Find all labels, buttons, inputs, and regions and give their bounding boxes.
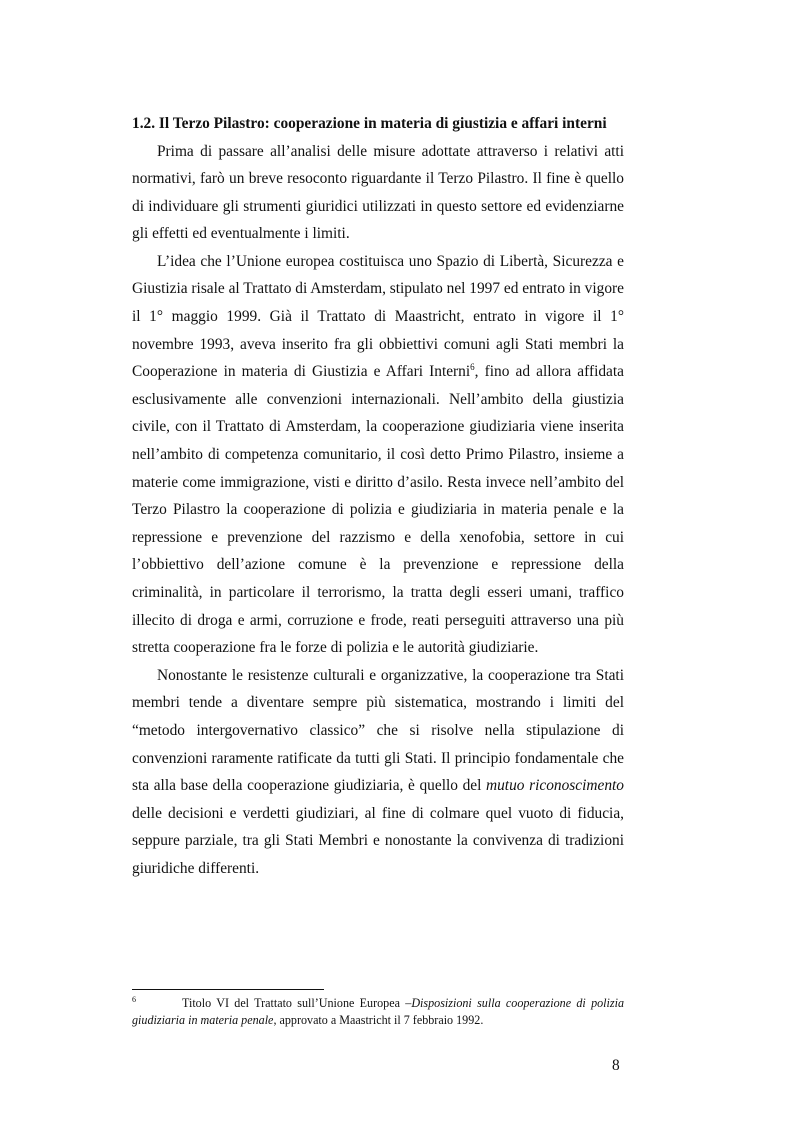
paragraph-2 [132,248,624,662]
paragraph-3-italic: mutuo riconoscimento [486,777,624,795]
paragraph-2-text-b: , fino ad allora affidata esclusivamente alle convenzioni internazionali. Nell’ambito della giustizia civile, con il Trattato di Amsterdam, la cooperazione giudiziaria viene inserita nell’ambito di competenza comunitario, il così detto Primo Pilastro, insieme a materie come immigrazione, visti e diritto d’asilo. Resta invece nell’ambito del Terzo Pilastro la cooperazione di polizia e giudiziaria in materia penale e la repressione e prevenzione del razzismo e della xenofobia, settore in cui l’obbiettivo dell’azione comune è la prevenzione e repressione della criminalità, in particolare il terrorismo, la tratta degli esseri umani, traffico illecito di droga e armi, corruzione e frode, reati perseguiti attraverso una più stretta cooperazione fra le forze di polizia e le autorità giudiziarie. [132,363,624,657]
section-heading: 1.2. Il Terzo Pilastro: cooperazione in materia di giustizia e affari interni [132,115,607,132]
footnote: 6 Titolo VI del Trattato sull’Unione Europea –Disposizioni sulla cooperazione di polizia giudiziaria in materia penale, approvato a Maastricht il 7 febbraio 1992. [132,994,624,1027]
footnote-text-b: , approvato a Maastricht il 7 febbraio 1992. [273,1012,484,1027]
footnote-text-a: Titolo VI del Trattato sull’Unione Europea – [182,996,412,1010]
footnote-separator [132,989,324,990]
paragraph-3-text-b: delle decisioni e verdetti giudiziari, al fine di colmare quel vuoto di fiducia, seppure parziale, tra gli Stati Membri e nonostante la convivenza di tradizioni giuridiche differenti. [132,804,624,877]
footnote-text-italic: Disposizioni sulla cooperazione di polizia giudiziaria in materia penale [132,996,624,1027]
paragraph-2-text-a: L’idea che l’Unione europea costituisca uno Spazio di Libertà, Sicurezza e Giustizia risale al Trattato di Amsterdam, stipulato nel 1997 ed entrato in vigore il 1° maggio 1999. Già il Trattato di Maastricht, entrato in vigore il 1° novembre 1993, aveva inserito fra gli obbiettivi comuni agli Stati membri la Cooperazione in materia di Giustizia e Affari Interni [132,252,624,381]
document-body [132,110,624,883]
paragraph-3 [132,662,624,883]
page-number: 8 [612,1057,620,1074]
footnote-reference: 6 [470,362,475,373]
paragraph-3-text-a: Nonostante le resistenze culturali e organizzative, la cooperazione tra Stati membri tende a diventare sempre più sistematica, mostrando i limiti del “metodo intergovernativo classico” che si risolve nella stipulazione di convenzioni raramente ratificate da tutti gli Stati. Il principio fondamentale che sta alla base della cooperazione giudiziaria, è quello del [132,666,624,795]
paragraph-1: Prima di passare all’analisi delle misure adottate attraverso i relativi atti normativi, farò un breve resoconto riguardante il Terzo Pilastro. Il fine è quello di individuare gli strumenti giuridici utilizzati in questo settore ed evidenziarne gli effetti ed eventualmente i limiti. [132,142,624,243]
